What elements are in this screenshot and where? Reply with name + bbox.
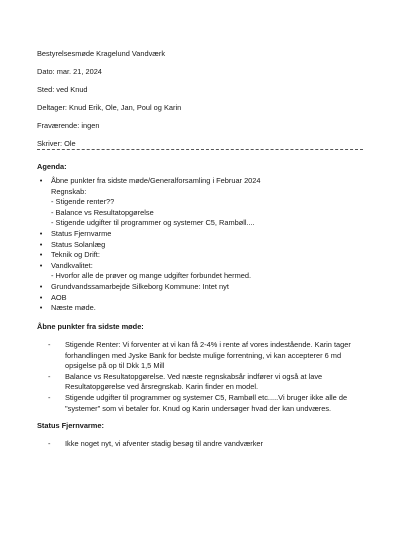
agenda-item bbox=[37, 282, 363, 293]
district-heating-heading: Status Fjernvarme: bbox=[37, 421, 104, 430]
agenda-item-label: Grundvandssamarbejde Silkeborg Kommune: Intet nyt bbox=[51, 281, 229, 291]
agenda-item bbox=[37, 240, 363, 251]
open-points-list bbox=[48, 340, 360, 414]
agenda-item bbox=[37, 176, 363, 229]
open-point-text: Stigende udgifter til programmer og systemer C5, Rambøll etc.....Vi bruger ikke alle de "systemer" som vi betaler for. Knud og Karin undersøger hvad der kan undværes. bbox=[65, 392, 348, 413]
agenda-item bbox=[37, 303, 363, 314]
open-point-item bbox=[48, 340, 360, 372]
meeting-place: Sted: ved Knud bbox=[37, 85, 88, 94]
bullet-icon: • bbox=[39, 292, 43, 302]
agenda-item bbox=[37, 261, 363, 282]
dash-icon: - bbox=[48, 439, 51, 448]
bullet-icon: • bbox=[39, 260, 43, 270]
agenda-list bbox=[37, 176, 363, 314]
agenda-subitem: Regnskab: bbox=[51, 186, 87, 196]
agenda-item bbox=[37, 293, 363, 304]
bullet-icon: • bbox=[39, 303, 43, 313]
agenda-subitem: - Stigende udgifter til programmer og systemer C5, Rambøll.... bbox=[51, 218, 255, 228]
agenda-subitem: - Hvorfor alle de prøver og mange udgifter forbundet hermed. bbox=[51, 271, 252, 281]
open-point-item bbox=[48, 393, 360, 414]
agenda-subitem: - Balance vs Resultatopgørelse bbox=[51, 207, 154, 217]
agenda-item-label: Næste møde. bbox=[51, 303, 96, 313]
section-divider bbox=[37, 149, 363, 150]
district-heating-text: Ikke noget nyt, vi afventer stadig besøg til andre vandværker bbox=[65, 439, 264, 448]
open-point-text: Stigende Renter: Vi forventer at vi kan få 2-4% i rente af vores indestående. Karin tager forhandlingen med Jyske Bank for bedste mulige forrentning, vi kan accepterer 6 md opsigelse på op til Dkk 1,5 Mill bbox=[65, 340, 351, 371]
agenda-item-label: Teknik og Drift: bbox=[51, 250, 100, 260]
agenda-heading: Agenda: bbox=[37, 162, 67, 171]
bullet-icon: • bbox=[39, 281, 43, 291]
district-heating-item bbox=[48, 439, 360, 450]
open-point-item bbox=[48, 372, 360, 393]
meeting-writer: Skriver: Ole bbox=[37, 139, 76, 148]
bullet-icon: • bbox=[39, 176, 43, 185]
agenda-item bbox=[37, 250, 363, 261]
agenda-subitem: - Stigende renter?? bbox=[51, 197, 115, 207]
dash-icon: - bbox=[48, 371, 51, 381]
meeting-absent: Fraværende: ingen bbox=[37, 121, 100, 130]
open-points-heading: Åbne punkter fra sidste møde: bbox=[37, 322, 144, 331]
dash-icon: - bbox=[48, 392, 51, 402]
open-point-text: Balance vs Resultatopgørelse. Ved næste regnskabsår indfører vi også at lave Resultatopgørelse ved årsregnskab. Karin finder en model. bbox=[65, 371, 323, 392]
bullet-icon: • bbox=[39, 239, 43, 249]
district-heating-list bbox=[48, 439, 360, 450]
agenda-item bbox=[37, 229, 363, 240]
agenda-item-label: Vandkvalitet: bbox=[51, 260, 93, 270]
meeting-title: Bestyrelsesmøde Kragelund Vandværk bbox=[37, 49, 166, 58]
agenda-item-label: Åbne punkter fra sidste møde/Generalforsamling i Februar 2024 bbox=[51, 176, 261, 185]
bullet-icon: • bbox=[39, 228, 43, 238]
bullet-icon: • bbox=[39, 250, 43, 260]
agenda-item-label: Status Solanlæg bbox=[51, 239, 106, 249]
meeting-participants: Deltager: Knud Erik, Ole, Jan, Poul og Karin bbox=[37, 103, 182, 112]
dash-icon: - bbox=[48, 340, 51, 349]
agenda-item-label: Status Fjernvarme bbox=[51, 228, 112, 238]
meeting-date: Dato: mar. 21, 2024 bbox=[37, 67, 102, 76]
agenda-item-label: AOB bbox=[51, 292, 67, 302]
